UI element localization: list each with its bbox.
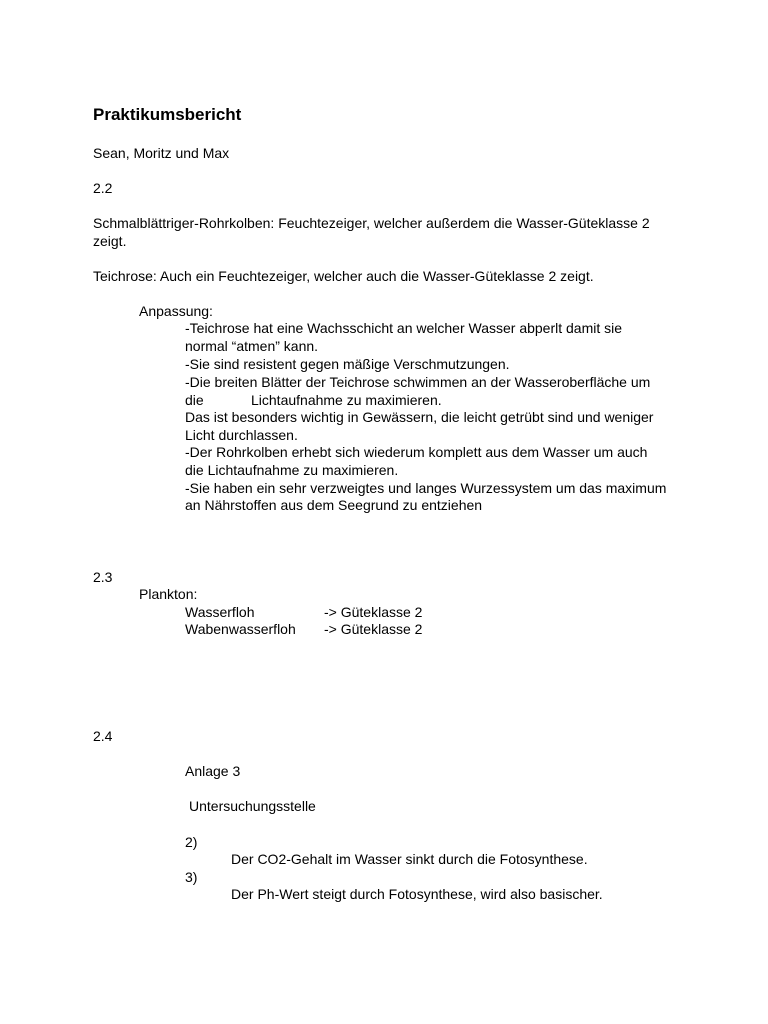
- anpassung-line-5a: die: [185, 392, 204, 408]
- anpassung-line-5b: Lichtaufnahme zu maximieren.: [251, 392, 442, 408]
- plankton-name-2: Wabenwasserfloh: [185, 621, 296, 637]
- anpassung-line-11: an Nährstoffen aus dem Seegrund zu entziehen: [185, 497, 483, 513]
- plankton-label: Plankton:: [139, 586, 198, 602]
- anpassung-line-7: Licht durchlassen.: [185, 427, 298, 443]
- anpassung-line-9: die Lichtaufnahme zu maximieren.: [185, 462, 399, 478]
- rohrkolben-line-1: Schmalblättriger-Rohrkolben: Feuchtezeiger, welcher außerdem die Wasser-Güteklasse 2: [93, 215, 650, 231]
- teichrose-line: Teichrose: Auch ein Feuchtezeiger, welcher auch die Wasser-Güteklasse 2 zeigt.: [93, 268, 594, 284]
- item-3-text: Der Ph-Wert steigt durch Fotosynthese, wird also basischer.: [231, 886, 603, 902]
- anpassung-line-6: Das ist besonders wichtig in Gewässern, die leicht getrübt sind und weniger: [185, 409, 654, 425]
- anpassung-line-8: -Der Rohrkolben erhebt sich wiederum komplett aus dem Wasser um auch: [185, 444, 648, 460]
- anpassung-line-4: -Die breiten Blätter der Teichrose schwimmen an der Wasseroberfläche um: [185, 374, 651, 390]
- anpassung-label: Anpassung:: [139, 303, 213, 319]
- anlage-label: Anlage 3: [185, 763, 241, 779]
- section-number-2-2: 2.2: [93, 180, 113, 196]
- anpassung-line-1: -Teichrose hat eine Wachsschicht an welcher Wasser abperlt damit sie: [185, 320, 623, 336]
- anpassung-line-3: -Sie sind resistent gegen mäßige Verschmutzungen.: [185, 356, 510, 372]
- item-2-number: 2): [185, 834, 198, 850]
- section-number-2-3: 2.3: [93, 569, 113, 585]
- authors: Sean, Moritz und Max: [93, 145, 230, 161]
- rohrkolben-line-2: zeigt.: [93, 233, 127, 249]
- item-3-number: 3): [185, 869, 198, 885]
- plankton-value-2: -> Güteklasse 2: [324, 621, 423, 637]
- plankton-name-1: Wasserfloh: [185, 604, 255, 620]
- anpassung-line-10: -Sie haben ein sehr verzweigtes und langes Wurzessystem um das maximum: [185, 480, 667, 496]
- anpassung-line-2: normal “atmen” kann.: [185, 338, 319, 354]
- section-number-2-4: 2.4: [93, 728, 113, 744]
- item-2-text: Der CO2-Gehalt im Wasser sinkt durch die Fotosynthese.: [231, 851, 588, 867]
- plankton-value-1: -> Güteklasse 2: [324, 604, 423, 620]
- page-title: Praktikumsbericht: [93, 105, 242, 124]
- untersuchungsstelle-label: Untersuchungsstelle: [189, 798, 316, 814]
